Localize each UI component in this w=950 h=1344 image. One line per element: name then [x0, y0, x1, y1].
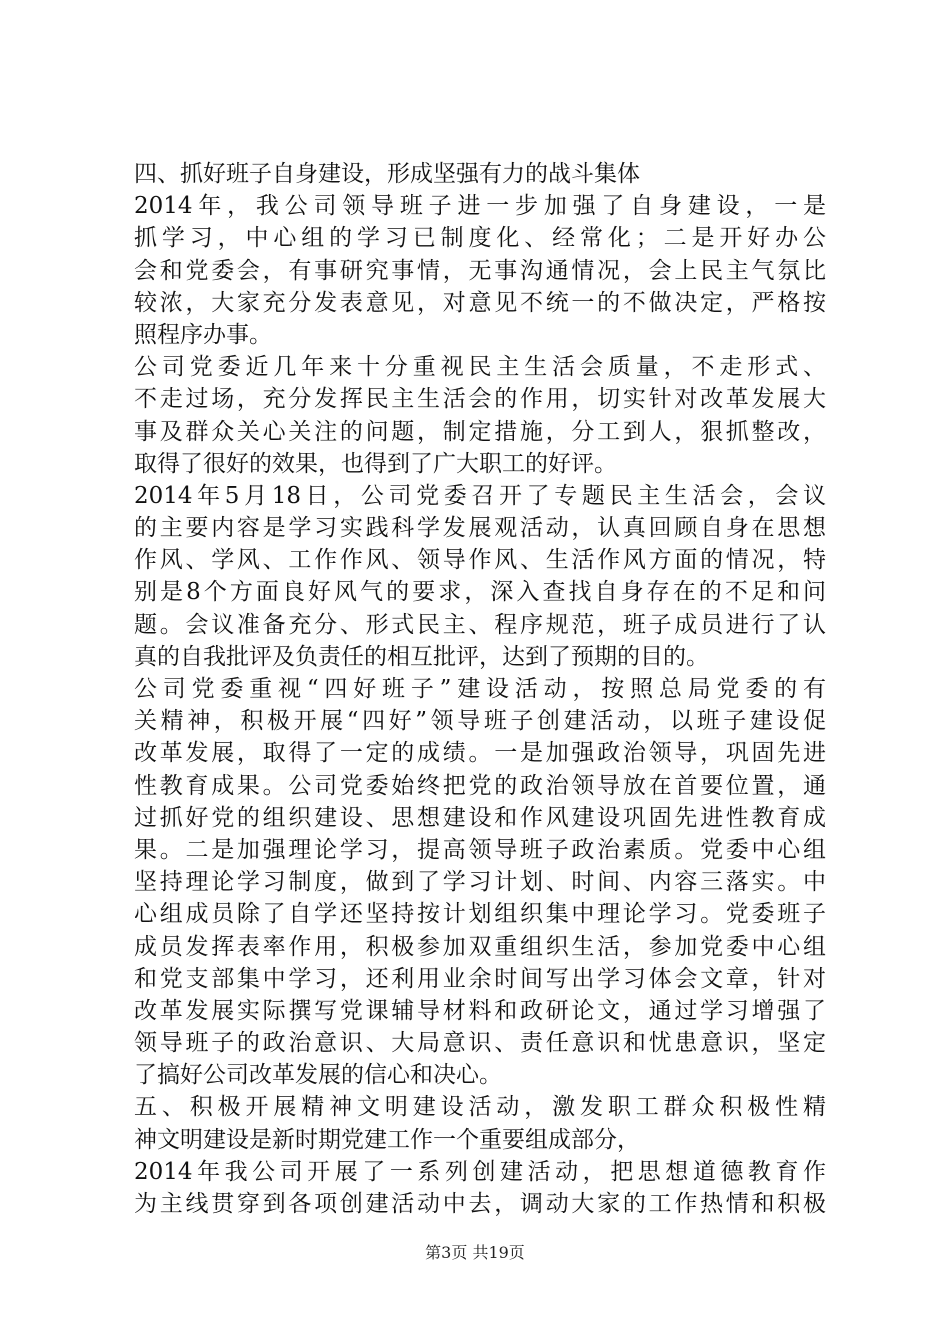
- document-body: [134, 158, 826, 1220]
- text-line: 照程序办事。: [134, 321, 272, 348]
- text-line: 抓学习，中心组的学习已制度化、经常化；二是开好办公: [134, 225, 826, 252]
- text-line: 四、抓好班子自身建设，形成坚强有力的战斗集体: [134, 161, 640, 187]
- text-line: 真的自我批评及负责任的相互批评，达到了预期的目的。: [134, 643, 709, 670]
- text-line: 2014年，我公司领导班子进一步加强了自身建设，一是: [134, 193, 826, 220]
- text-line: 成员发挥表率作用，积极参加双重组织生活，参加党委中心组: [134, 933, 826, 960]
- text-line: 神文明建设是新时期党建工作一个重要组成部分，: [134, 1126, 640, 1153]
- text-line: 事及群众关心关注的问题，制定措施，分工到人，狠抓整改，: [134, 418, 826, 445]
- text-line: 过抓好党的组织建设、思想建设和作风建设巩固先进性教育成: [134, 804, 826, 831]
- text-line: 2014年我公司开展了一系列创建活动，把思想道德教育作: [134, 1158, 826, 1185]
- text-line: 五、积极开展精神文明建设活动，激发职工群众积极性精: [134, 1094, 826, 1121]
- text-line: 了搞好公司改革发展的信心和决心。: [134, 1062, 502, 1089]
- text-line: 领导班子的政治意识、大局意识、责任意识和忧患意识，坚定: [134, 1030, 826, 1057]
- text-line: 和党支部集中学习，还利用业余时间写出学习体会文章，针对: [134, 965, 826, 992]
- text-line: 果。二是加强理论学习，提高领导班子政治素质。党委中心组: [134, 836, 826, 863]
- text-line: 改革发展实际撰写党课辅导材料和政研论文，通过学习增强了: [134, 997, 826, 1024]
- text-line: 取得了很好的效果，也得到了广大职工的好评。: [134, 450, 617, 477]
- text-line: 不走过场，充分发挥民主生活会的作用，切实针对改革发展大: [134, 386, 826, 413]
- text-line: 关精神，积极开展“四好”领导班子创建活动，以班子建设促: [134, 708, 826, 735]
- text-line: 的主要内容是学习实践科学发展观活动，认真回顾自身在思想: [134, 515, 826, 542]
- text-line: 性教育成果。公司党委始终把党的政治领导放在首要位置，通: [134, 772, 826, 799]
- text-line: 为主线贯穿到各项创建活动中去，调动大家的工作热情和积极: [134, 1191, 826, 1217]
- text-line: 作风、学风、工作作风、领导作风、生活作风方面的情况，特: [134, 547, 826, 574]
- text-line: 会和党委会，有事研究事情，无事沟通情况，会上民主气氛比: [134, 257, 826, 284]
- page-footer: 第3页 共19页: [425, 1243, 525, 1262]
- text-line: 题。会议准备充分、形式民主、程序规范，班子成员进行了认: [134, 611, 826, 638]
- text-line: 公司党委重视“四好班子”建设活动，按照总局党委的有: [134, 676, 826, 702]
- text-line: 心组成员除了自学还坚持按计划组织集中理论学习。党委班子: [134, 901, 826, 928]
- text-line: 较浓，大家充分发表意见，对意见不统一的不做决定，严格按: [134, 289, 826, 316]
- text-line: 坚持理论学习制度，做到了学习计划、时间、内容三落实。中: [134, 869, 826, 896]
- text-line: 别是8个方面良好风气的要求，深入查找自身存在的不足和问: [134, 579, 826, 606]
- text-line: 公司党委近几年来十分重视民主生活会质量，不走形式、: [134, 354, 826, 381]
- text-line: 2014年5月18日，公司党委召开了专题民主生活会，会议: [134, 482, 826, 509]
- text-line: 改革发展，取得了一定的成绩。一是加强政治领导，巩固先进: [134, 740, 826, 767]
